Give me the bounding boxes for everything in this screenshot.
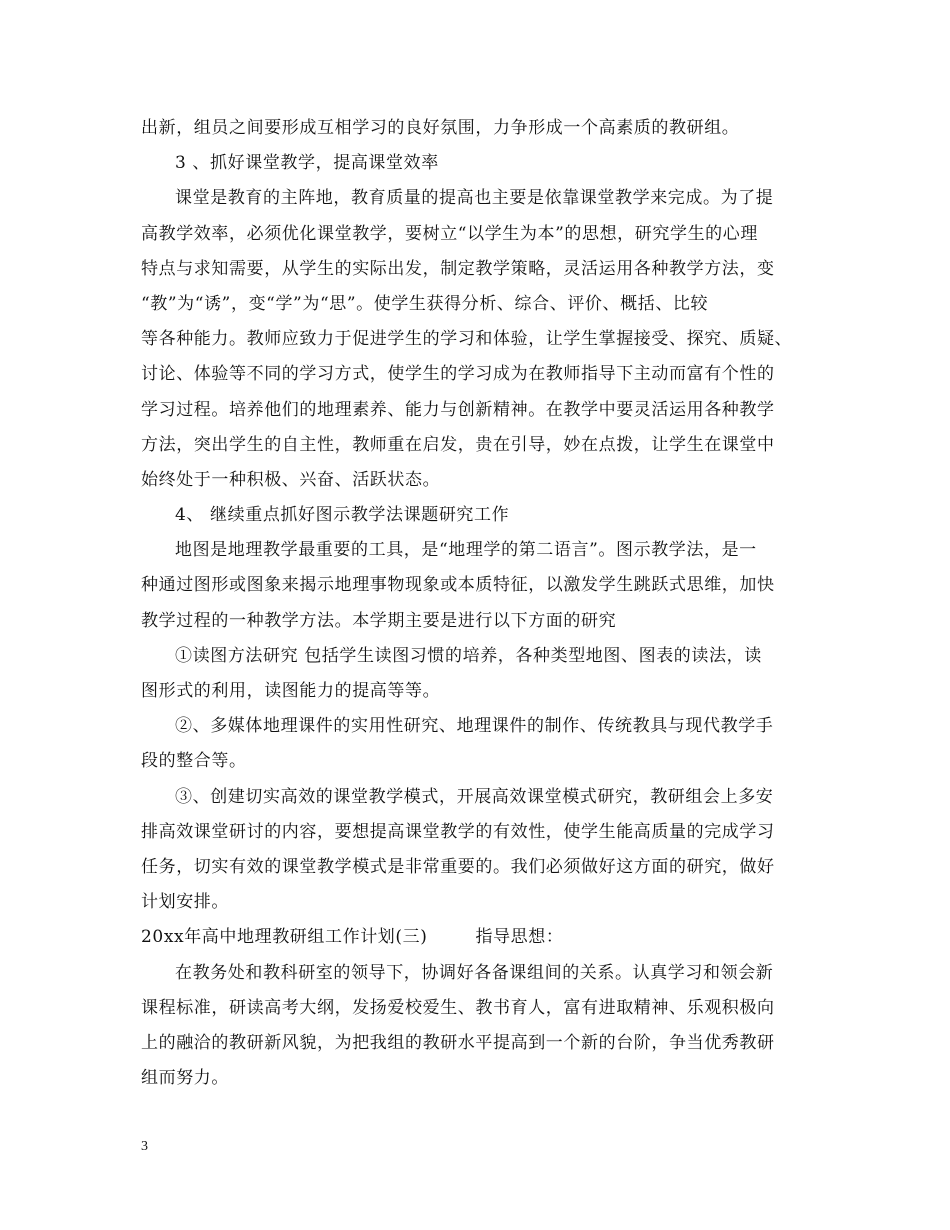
paragraph-line: 地图是地理教学最重要的工具，是“地理学的第二语言”。图示教学法，是一 — [175, 540, 757, 561]
paragraph-line: 在教务处和教科研室的领导下，协调好各备课组间的关系。认真学习和领会新 — [175, 962, 774, 983]
paragraph-line: 课程标准，研读高考大纲，发扬爱校爱生、教书育人，富有进取精神、乐观积极向 — [141, 997, 775, 1018]
list-item-3: ③、创建切实高效的课堂教学模式，开展高效课堂模式研究，教研组会上多安 — [175, 786, 774, 807]
document-body — [141, 111, 827, 1096]
paragraph-line: 课堂是教育的主阵地，教育质量的提高也主要是依靠课堂教学来完成。为了提 — [175, 188, 774, 209]
paragraph-line: 教学过程的一种教学方法。本学期主要是进行以下方面的研究 — [141, 610, 617, 631]
page-number: 3 — [141, 1139, 148, 1154]
paragraph-line: 特点与求知需要，从学生的实际出发，制定教学策略，灵活运用各种教学方法，变 — [141, 258, 775, 279]
paragraph-line: 种通过图形或图象来揭示地理事物现象或本质特征，以激发学生跳跃式思维，加快 — [141, 575, 775, 596]
list-item-1: ①读图方法研究 包括学生读图习惯的培养，各种类型地图、图表的读法，读 — [175, 645, 762, 666]
paragraph-line: “教”为“诱”，变“学”为“思”。使学生获得分析、综合、评价、概括、比较 — [141, 293, 709, 314]
paragraph-line: 计划安排。 — [141, 892, 229, 913]
paragraph-line: 高教学效率，必须优化课堂教学，要树立“以学生为本”的思想，研究学生的心理 — [141, 223, 758, 244]
plan-title-line — [141, 920, 827, 955]
paragraph-line: 学习过程。培养他们的地理素养、能力与创新精神。在教学中要灵活运用各种教学 — [141, 399, 775, 420]
section-heading-3: 3 、抓好课堂教学，提高课堂效率 — [175, 153, 439, 174]
paragraph-line: 方法，突出学生的自主性，教师重在启发，贵在引导，妙在点拨，让学生在课堂中 — [141, 434, 775, 455]
paragraph-line: 始终处于一种积极、兴奋、活跃状态。 — [141, 469, 441, 490]
section-heading-4: 4、 继续重点抓好图示教学法课题研究工作 — [175, 505, 510, 526]
paragraph-line: 排高效课堂研讨的内容，要想提高课堂教学的有效性，使学生能高质量的完成学习 — [141, 821, 775, 842]
paragraph-line: 任务，切实有效的课堂教学模式是非常重要的。我们必须做好这方面的研究，做好 — [141, 856, 775, 877]
paragraph-line: 组而努力。 — [141, 1068, 229, 1089]
paragraph-line: 图形式的利用，读图能力的提高等等。 — [141, 681, 441, 701]
guiding-thought-heading: 指导思想： — [475, 927, 564, 948]
plan-title: 20xx年高中地理教研组工作计划(三) — [141, 927, 428, 948]
list-item-2: ②、多媒体地理课件的实用性研究、地理课件的制作、传统教具与现代教学手 — [175, 716, 774, 737]
paragraph-line: 讨论、体验等不同的学习方式，使学生的学习成为在教师指导下主动而富有个性的 — [141, 364, 775, 385]
paragraph-line: 上的融洽的教研新风貌，为把我组的教研水平提高到一个新的台阶，争当优秀教研 — [141, 1032, 775, 1053]
paragraph-line: 等各种能力。教师应致力于促进学生的学习和体验，让学生掌握接受、探究、质疑、 — [141, 329, 793, 350]
paragraph-line: 出新，组员之间要形成互相学习的良好氛围，力争形成一个高素质的教研组。 — [141, 118, 740, 138]
paragraph-line: 段的整合等。 — [141, 751, 247, 772]
